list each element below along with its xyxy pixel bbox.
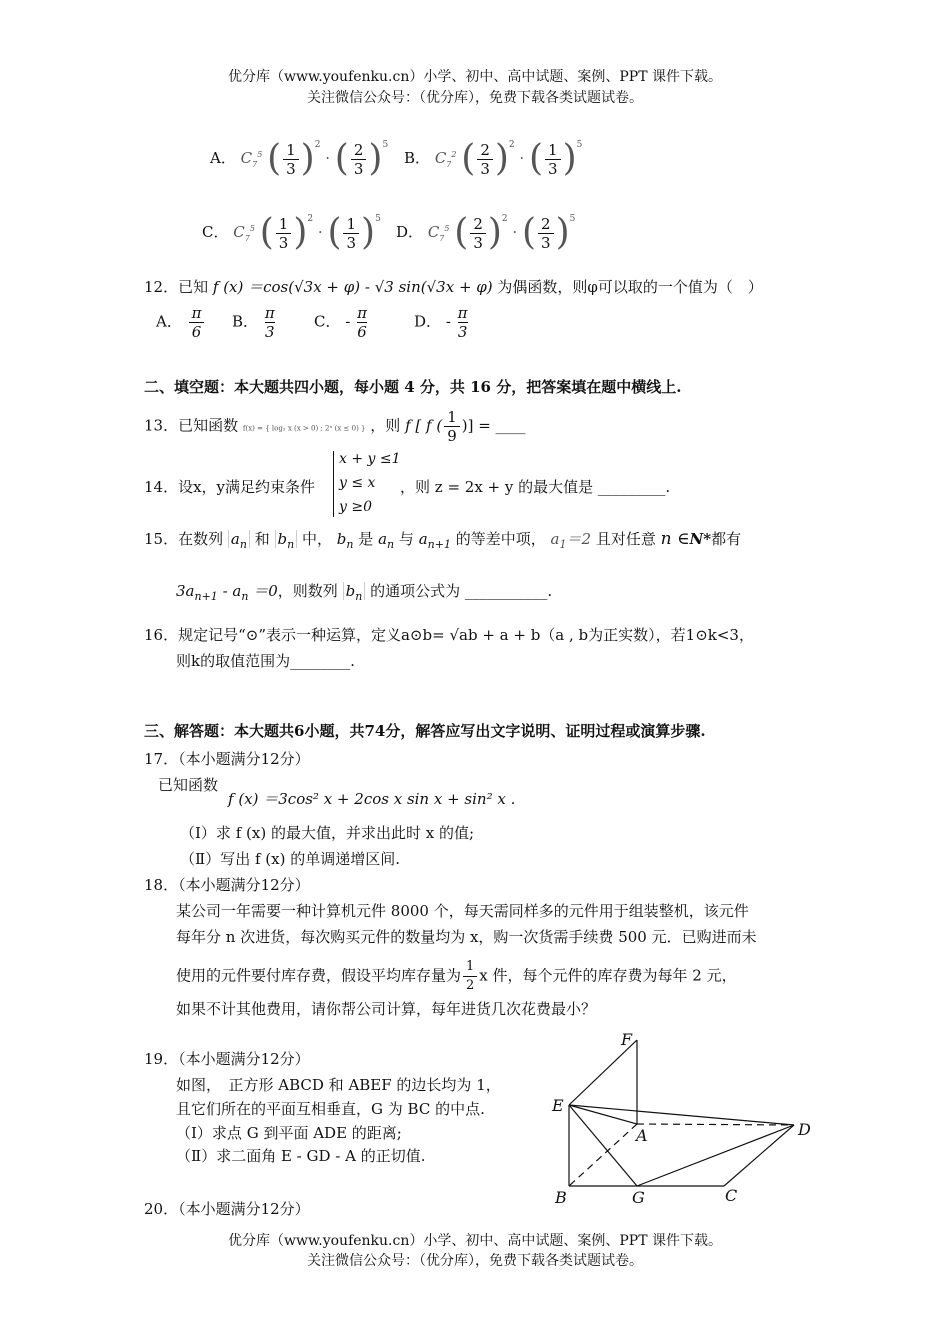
q12-suffix: 为偶函数，则φ可以取的一个值为（ ） xyxy=(497,278,763,296)
q19-line-2: 且它们所在的平面互相垂直，G 为 BC 的中点. xyxy=(176,1100,485,1118)
q11-option-b xyxy=(404,140,582,178)
option-label: D． xyxy=(414,312,442,331)
edge-AB-hidden xyxy=(569,1124,637,1186)
a-n xyxy=(378,530,395,551)
exponent: 2 xyxy=(314,140,321,150)
q15-line-2 xyxy=(176,580,552,603)
q14-constraint-3: y ≥0 xyxy=(339,499,372,515)
q15-prefix: 15．在数列 xyxy=(144,530,224,548)
paren: ( xyxy=(334,138,349,179)
frac-den: 3 xyxy=(286,159,296,178)
page-header-line-2: 关注微信公众号：（优分库），免费下载各类试题试卷。 xyxy=(307,90,643,106)
q18-head: 18．（本小题满分12分） xyxy=(144,876,310,894)
q17-part-1: （Ⅰ）求 f (x) 的最大值，并求出此时 x 的值; xyxy=(180,824,474,842)
label-F: F xyxy=(621,1030,633,1049)
dot: · xyxy=(317,223,323,241)
fraction xyxy=(351,141,367,178)
fraction xyxy=(458,304,468,341)
paren: ( xyxy=(267,138,282,179)
q13 xyxy=(144,408,526,445)
q19-line-1: 如图， 正方形 ABCD 和 ABEF 的边长均为 1， xyxy=(176,1076,501,1094)
paren: ) xyxy=(368,138,383,179)
q13-piecewise: f(x) = { log₂ x (x > 0) ; 2ˣ (x ≤ 0) } xyxy=(242,424,366,433)
comb-sub: 7 xyxy=(439,234,445,243)
q14-prefix: 14．设x，y满足约束条件 xyxy=(144,478,316,496)
seq-letter: b xyxy=(277,530,288,548)
q13-f-expr: f [ f ( xyxy=(405,416,443,435)
paren: ( xyxy=(521,212,537,253)
q15-expr-b: - a xyxy=(222,582,242,600)
frac-den: 3 xyxy=(346,233,357,252)
combination xyxy=(241,149,263,167)
fraction xyxy=(283,141,299,178)
exponent: 5 xyxy=(576,140,583,150)
frac-num: π xyxy=(264,304,275,322)
q14-question: ，则 z = 2x + y 的最大值是 _________. xyxy=(400,478,671,496)
fraction xyxy=(343,215,359,252)
fraction xyxy=(477,141,493,178)
q15-text: 与 xyxy=(398,530,414,548)
fraction xyxy=(444,408,460,445)
fraction xyxy=(276,215,292,252)
seq-b xyxy=(343,582,366,603)
q12-stem xyxy=(144,276,763,297)
q18-line-1: 某公司一年需要一种计算机元件 8000 个，每天需同样多的元件用于组装整机，该元件 xyxy=(176,902,749,920)
q13-prefix: 13．已知函数 xyxy=(144,416,239,435)
q14-constraint-2: y ≤ x xyxy=(339,475,376,491)
q15-text: 中， xyxy=(301,530,332,548)
q19-figure xyxy=(540,1025,830,1215)
minus-sign: - xyxy=(345,312,351,331)
q17-part-2: （Ⅱ）写出 f (x) 的单调递增区间. xyxy=(180,850,400,868)
comb-sup: 2 xyxy=(451,150,457,159)
frac-den: 3 xyxy=(473,233,483,252)
frac-den: 3 xyxy=(353,159,364,178)
dot: · xyxy=(519,149,525,167)
option-label: C． xyxy=(314,312,341,331)
b-n xyxy=(336,530,354,551)
paren: ) xyxy=(555,212,570,253)
fraction xyxy=(545,141,561,178)
fraction xyxy=(470,215,486,252)
q20-head: 20．（本小题满分12分） xyxy=(144,1200,310,1218)
q12-expression: f (x) ＝cos(√3x + φ) - √3 sin(√3x + φ) xyxy=(212,278,493,296)
seq-sub: n xyxy=(287,538,295,551)
q15-nstar: N* xyxy=(689,530,712,548)
frac-num: 1 xyxy=(283,141,299,160)
letter: b xyxy=(336,530,347,548)
q11-option-a xyxy=(210,140,388,178)
q12-option-d xyxy=(414,304,470,341)
frac-den: 9 xyxy=(447,427,457,445)
option-label: D． xyxy=(396,223,424,241)
frac-den: 6 xyxy=(357,323,367,341)
q12-option-c xyxy=(314,304,369,341)
fraction xyxy=(463,958,477,995)
edge-EF xyxy=(569,1040,637,1105)
page-footer-line-2: 关注微信公众号：（优分库），免费下载各类试题试卷。 xyxy=(307,1253,643,1269)
q15-line-1 xyxy=(144,528,741,551)
comb-letter: C xyxy=(240,149,253,167)
paren: ) xyxy=(293,212,308,253)
edge-CD xyxy=(724,1125,794,1186)
q19-head: 19．（本小题满分12分） xyxy=(144,1050,310,1068)
frac-den: 3 xyxy=(480,159,490,178)
q15-n-in: n ∈ xyxy=(660,529,690,549)
frac-num: 1 xyxy=(545,141,561,160)
frac-num: π xyxy=(457,304,468,322)
combination xyxy=(233,223,255,241)
fraction xyxy=(538,215,554,252)
comb-letter: C xyxy=(233,223,245,241)
section-3-title: 三、解答题：本大题共6小题，共74分，解答应写出文字说明、证明过程或演算步骤. xyxy=(144,722,706,740)
frac-den: 3 xyxy=(457,323,468,341)
exponent: 2 xyxy=(501,214,508,224)
q17-function: f (x) ＝3cos² x + 2cos x sin x + sin² x . xyxy=(228,790,516,808)
q17-head: 17．（本小题满分12分） xyxy=(144,750,310,768)
exponent: 2 xyxy=(307,214,314,224)
exponent: 5 xyxy=(382,140,389,150)
edge-AD-hidden xyxy=(637,1124,794,1125)
q16-line-1: 16．规定记号“⊙”表示一种运算，定义a⊙b= √ab + a + b（a , b为正实数），若1⊙k<3， xyxy=(144,626,754,644)
q19-part-2: （Ⅱ）求二面角 E - GD - A 的正切值. xyxy=(176,1147,426,1165)
paren: ( xyxy=(454,212,469,253)
comb-sub: 7 xyxy=(244,234,250,243)
q12-option-b xyxy=(232,304,277,341)
q18-line-3 xyxy=(176,958,737,995)
letter: a xyxy=(378,530,388,548)
label-B: B xyxy=(555,1188,567,1207)
q12-prefix: 12．已知 xyxy=(144,278,209,296)
frac-num: 2 xyxy=(351,141,367,160)
sub: n+1 xyxy=(427,538,451,551)
q18-line-2: 每年分 n 次进货，每次购买元件的数量均为 x，购一次货需手续费 500 元．已购进而未 xyxy=(176,928,757,946)
comb-letter: C xyxy=(427,223,440,241)
frac-den: 3 xyxy=(264,323,275,341)
edge-EG xyxy=(569,1105,637,1186)
paren: ) xyxy=(361,212,376,253)
sub: n xyxy=(387,538,395,551)
frac-den: 3 xyxy=(541,233,551,252)
dot: · xyxy=(325,149,331,167)
comb-sub: 7 xyxy=(446,160,452,169)
q15-text: 且对任意 xyxy=(595,530,656,548)
sub: n xyxy=(346,538,354,551)
a-n-plus-1 xyxy=(418,530,451,551)
q16-line-2: 则k的取值范围为________. xyxy=(176,652,355,670)
q15-expr-a: 3a xyxy=(176,582,195,600)
q19-part-1: （Ⅰ）求点 G 到平面 ADE 的距离; xyxy=(176,1124,402,1142)
q12-options xyxy=(156,304,206,341)
frac-num: 1 xyxy=(343,215,359,234)
q18-text: 使用的元件要付库存费，假设平均库存量为 xyxy=(176,966,462,985)
comb-letter: C xyxy=(434,149,447,167)
frac-num: 1 xyxy=(444,408,460,427)
combination xyxy=(435,149,457,167)
q15-text: ，则数列 xyxy=(277,582,338,600)
q14-constraint-1: x + y ≤1 xyxy=(339,451,401,467)
section-2-title: 二、填空题：本大题共四小题，每小题 4 分，共 16 分，把答案填在题中横线上. xyxy=(144,378,682,396)
sub: 1 xyxy=(559,538,567,551)
edge-GD xyxy=(637,1125,794,1186)
label-E: E xyxy=(552,1096,564,1115)
frac-num: 2 xyxy=(470,215,486,234)
q18-line-4: 如果不计其他费用，请你帮公司计算，每年进货几次花费最小？ xyxy=(176,1000,597,1018)
paren: ( xyxy=(259,212,274,253)
q11-option-c xyxy=(202,214,381,252)
q13-mid: ，则 xyxy=(370,416,401,435)
a-1 xyxy=(550,530,592,551)
q15-tail: 的通项公式为 ___________. xyxy=(370,582,553,600)
combination xyxy=(428,223,450,241)
exponent: 2 xyxy=(508,140,515,150)
option-label: B． xyxy=(232,312,259,331)
frac-num: π xyxy=(357,304,367,322)
frac-num: π xyxy=(191,304,202,322)
option-label: A． xyxy=(156,312,182,331)
option-label: C． xyxy=(202,223,229,241)
exponent: 5 xyxy=(375,214,381,224)
comb-sub: 7 xyxy=(252,160,258,169)
seq-letter: a xyxy=(230,530,240,548)
q15-text: 的等差中项， xyxy=(455,530,546,548)
page-footer-line-1: 优分库（www.youfenku.cn）小学、初中、高中试题、案例、PPT 课件下载。 xyxy=(227,1233,722,1249)
seq-letter: b xyxy=(345,582,356,600)
paren: ( xyxy=(461,138,476,179)
seq-a xyxy=(228,530,250,551)
label-G: G xyxy=(632,1188,645,1207)
q17-known: 已知函数 xyxy=(158,776,219,794)
seq-sub: n xyxy=(239,538,247,551)
q15-text: 是 xyxy=(358,530,374,548)
fraction xyxy=(357,304,367,341)
seq-b xyxy=(275,530,298,551)
q13-tail: )] = ____ xyxy=(461,416,526,435)
paren: ( xyxy=(327,212,342,253)
fraction xyxy=(265,304,275,341)
value: ＝2 xyxy=(566,530,592,548)
label-A: A xyxy=(636,1126,648,1145)
q15-zero: ＝0 xyxy=(253,582,278,600)
frac-den: 2 xyxy=(466,978,475,993)
paren: ) xyxy=(300,138,315,179)
option-label: B． xyxy=(404,149,431,167)
frac-num: 2 xyxy=(538,215,554,234)
letter: a xyxy=(418,530,428,548)
frac-num: 2 xyxy=(477,141,493,160)
letter: a xyxy=(550,530,560,548)
comb-sup: 5 xyxy=(257,150,263,159)
frac-den: 3 xyxy=(548,159,558,178)
label-C: C xyxy=(725,1186,738,1205)
fraction xyxy=(189,304,205,341)
comb-sup: 5 xyxy=(249,224,255,233)
frac-num: 1 xyxy=(463,958,477,977)
q18-text: x 件，每个元件的库存费为每年 2 元， xyxy=(479,966,737,985)
minus-sign: - xyxy=(445,312,451,331)
comb-sup: 5 xyxy=(444,224,450,233)
sub: n xyxy=(241,590,249,603)
frac-num: 1 xyxy=(276,215,292,234)
paren: ) xyxy=(487,212,502,253)
label-D: D xyxy=(798,1120,811,1139)
frac-den: 6 xyxy=(189,322,205,341)
sub: n+1 xyxy=(194,590,218,603)
dot: · xyxy=(512,223,518,241)
page-header-line-1: 优分库（www.youfenku.cn）小学、初中、高中试题、案例、PPT 课件下载。 xyxy=(227,69,722,85)
q15-text: 都有 xyxy=(711,530,742,548)
exponent: 5 xyxy=(569,214,576,224)
q11-option-d xyxy=(396,214,575,252)
option-label: A． xyxy=(210,149,236,167)
paren: ) xyxy=(494,138,509,179)
q15-and: 和 xyxy=(254,530,270,548)
paren: ) xyxy=(562,138,577,179)
constraint-brace xyxy=(333,451,334,517)
frac-den: 3 xyxy=(278,233,289,252)
seq-sub: n xyxy=(355,590,363,603)
paren: ( xyxy=(528,138,544,179)
